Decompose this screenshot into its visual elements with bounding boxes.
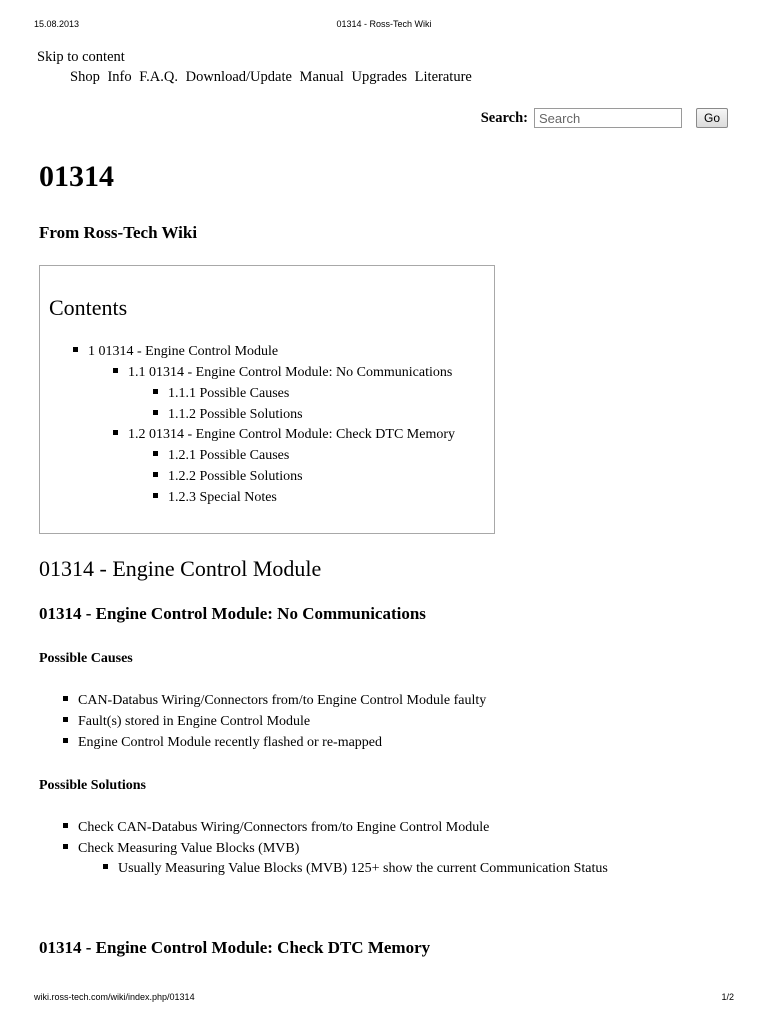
- subsection-heading-check-dtc-memory: 01314 - Engine Control Module: Check DTC Memory: [39, 938, 431, 957]
- toc-item-label: 1.1.2 Possible Solutions: [168, 407, 303, 422]
- section-heading-ecm: 01314 - Engine Control Module: [39, 556, 322, 581]
- print-url: wiki.ross-tech.com/wiki/index.php/01314: [34, 992, 195, 1002]
- bullet-icon: [63, 844, 68, 849]
- toc-item-label: 1.1 01314 - Engine Control Module: No Communications: [128, 365, 453, 380]
- bullet-icon: [153, 493, 158, 498]
- search-input[interactable]: [534, 108, 682, 128]
- toc-item[interactable]: [153, 407, 303, 423]
- bullet-icon: [153, 389, 158, 394]
- list-item: [63, 714, 310, 730]
- bullet-icon: [73, 347, 78, 352]
- bullet-icon: [153, 472, 158, 477]
- toc-item[interactable]: [153, 386, 289, 402]
- search-label: Search:: [480, 109, 528, 126]
- bullet-icon: [63, 823, 68, 828]
- list-item: [103, 861, 608, 877]
- nav-link-download-update[interactable]: Download/Update: [185, 69, 292, 85]
- nav-link-literature[interactable]: Literature: [414, 69, 472, 85]
- nav-link-shop[interactable]: Shop: [70, 69, 100, 85]
- bullet-icon: [153, 451, 158, 456]
- toc-item-label: 1.1.1 Possible Causes: [168, 386, 290, 401]
- bullet-icon: [103, 864, 108, 869]
- list-item: [63, 735, 382, 751]
- print-title: 01314 - Ross-Tech Wiki: [336, 19, 432, 29]
- toc-title: Contents: [49, 295, 128, 320]
- nav-link-upgrades[interactable]: Upgrades: [351, 69, 408, 85]
- bullet-icon: [113, 368, 118, 373]
- list-item-text: CAN-Databus Wiring/Connectors from/to Engine Control Module faulty: [78, 693, 487, 708]
- print-page-number: 1/2: [721, 992, 734, 1002]
- bullet-icon: [63, 717, 68, 722]
- heading-possible-causes: Possible Causes: [39, 651, 133, 666]
- skip-to-content-link[interactable]: Skip to content: [37, 49, 125, 65]
- list-item: [63, 693, 486, 709]
- bullet-icon: [113, 430, 118, 435]
- search-form: [481, 108, 728, 128]
- toc-item-label: 1 01314 - Engine Control Module: [88, 344, 279, 359]
- top-navigation: [70, 69, 476, 86]
- print-date: 15.08.2013: [34, 19, 80, 29]
- nav-link-faq[interactable]: F.A.Q.: [139, 69, 178, 85]
- bullet-icon: [153, 410, 158, 415]
- nav-link-manual[interactable]: Manual: [299, 69, 344, 85]
- list-item-text: Usually Measuring Value Blocks (MVB) 125+ show the current Communication Status: [118, 861, 608, 876]
- toc-item[interactable]: [113, 365, 452, 381]
- toc-item-label: 1.2.2 Possible Solutions: [168, 469, 303, 484]
- subsection-heading-no-communications: 01314 - Engine Control Module: No Communications: [39, 604, 426, 623]
- toc-item-label: 1.2.3 Special Notes: [168, 490, 277, 505]
- toc-item[interactable]: [153, 448, 289, 464]
- toc-item[interactable]: [73, 344, 278, 360]
- list-item-text: Fault(s) stored in Engine Control Module: [78, 714, 311, 729]
- list-item-text: Engine Control Module recently flashed or re-mapped: [78, 735, 383, 750]
- list-item: [63, 841, 299, 857]
- go-button[interactable]: Go: [696, 108, 728, 128]
- toc-item[interactable]: [153, 469, 303, 485]
- list-item: [63, 820, 489, 836]
- toc-item[interactable]: [153, 490, 277, 506]
- list-item-text: Check CAN-Databus Wiring/Connectors from/to Engine Control Module: [78, 820, 490, 835]
- toc-item-label: 1.2.1 Possible Causes: [168, 448, 290, 463]
- site-subtitle: From Ross-Tech Wiki: [39, 223, 198, 242]
- list-item-text: Check Measuring Value Blocks (MVB): [78, 841, 300, 856]
- nav-link-info[interactable]: Info: [107, 69, 132, 85]
- heading-possible-solutions: Possible Solutions: [39, 778, 146, 793]
- table-of-contents: [39, 265, 495, 534]
- bullet-icon: [63, 696, 68, 701]
- toc-item[interactable]: [113, 427, 455, 443]
- bullet-icon: [63, 738, 68, 743]
- page-title: 01314: [39, 160, 114, 193]
- toc-item-label: 1.2 01314 - Engine Control Module: Check DTC Memory: [128, 427, 456, 442]
